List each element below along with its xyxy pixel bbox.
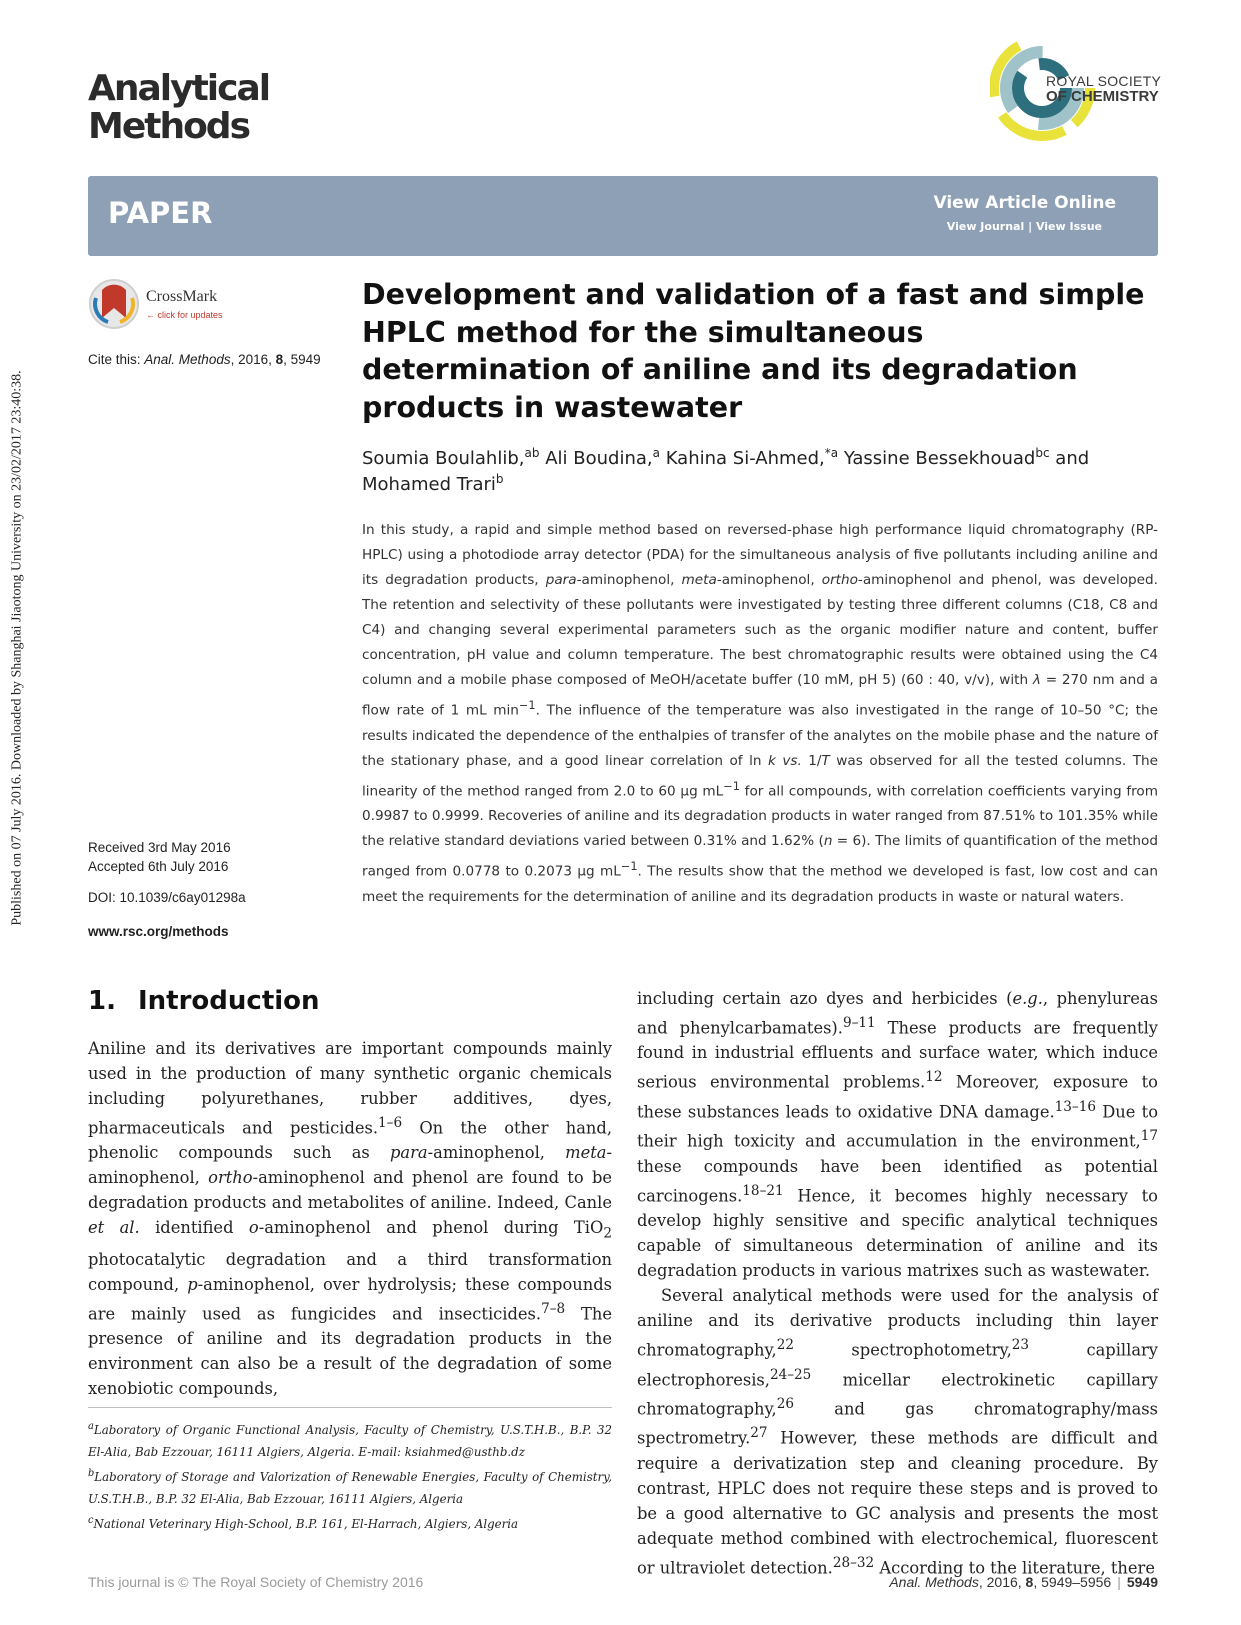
cite-volume: 8: [275, 352, 284, 367]
intro-paragraph-1: [88, 1036, 612, 1401]
crossmark-title: CrossMark: [146, 288, 218, 305]
intro-right-p1-segment: These products are frequently found in industrial effluents and surface water, which induce serious environmental problems.: [637, 1018, 1158, 1092]
author-name: Kahina Si-Ahmed,: [659, 448, 825, 469]
intro-right-p2-segment[interactable]: 22: [776, 1337, 794, 1354]
article-title: Development and validation of a fast and simple HPLC method for the simultaneous determination of aniline and its degradation products in wastewater: [362, 278, 1145, 424]
intro-right-column: [637, 986, 1158, 1580]
intro-right-p2-segment[interactable]: 24–25: [769, 1366, 812, 1383]
intro-left-segment: para: [389, 1143, 428, 1163]
intro-right-p2-segment: Several analytical methods were used for the analysis of aniline and its derivative products including thin layer chromatography,: [637, 1286, 1158, 1360]
intro-right-p1-segment[interactable]: 12: [925, 1069, 943, 1086]
accepted-date: Accepted 6th July 2016: [88, 859, 229, 874]
intro-left-segment: meta: [565, 1143, 607, 1163]
abstract-segment: was observed for all the tested columns. The linearity of the method ranged from 2.0 to 60 μg mL: [362, 752, 1158, 800]
intro-right-p2-segment: micellar electrokinetic capillary chromatography,: [637, 1369, 1158, 1419]
intro-left-segment: o: [248, 1218, 259, 1238]
footnote-item: [88, 1510, 612, 1535]
journal-name-line2: Methods: [88, 106, 250, 147]
abstract-segment: ortho: [821, 572, 858, 588]
intro-left-segment[interactable]: 7–8: [541, 1300, 566, 1317]
intro-right-p2-segment[interactable]: 28–32: [832, 1554, 875, 1571]
intro-right-p1-segment: including certain azo dyes and herbicides (: [637, 989, 1013, 1008]
crossmark-icon: [88, 278, 140, 330]
footer-year: , 2016,: [978, 1574, 1026, 1590]
footnote-text: Laboratory of Storage and Valorization of Renewable Energies, Faculty of Chemistry, U.S.T.H.B., B.P. 32 El-Alia, Bab Ezzouar, 16111 Algiers, Algeria: [88, 1469, 612, 1506]
intro-right-p2-segment[interactable]: 23: [1011, 1337, 1030, 1354]
footnote-text: National Veterinary High-School, B.P. 161, El-Harrach, Algiers, Algeria: [93, 1516, 519, 1531]
download-watermark: [8, 318, 28, 978]
view-journal-link[interactable]: View Journal: [946, 220, 1025, 233]
abstract-segment: -aminophenol and phenol, was developed. The retention and selectivity of these pollutants were investigated by testing three different columns (C18, C8 and C4) and changing several experimental parameters such as the organic modifier nature and content, buffer concentration, pH value and column temperature. The best chromatographic results were obtained using the C4 column and a mobile phase composed of MeOH/acetate buffer (10 mM, pH 5) (60 : 40, v/v), with: [362, 572, 1158, 688]
page-footer: [889, 1574, 1158, 1590]
footnote-mark: c: [88, 1514, 94, 1526]
cite-prefix: Cite this:: [88, 352, 145, 367]
author-name: Yassine Bessekhouad: [838, 448, 1036, 469]
view-links: [947, 220, 1102, 233]
author-affiliation-mark: b: [495, 472, 504, 486]
abstract-segment: = 6). The limits of quantification of the method ranged from 0.0778 to 0.2073 μg mL: [362, 833, 1158, 880]
intro-left-segment: -aminophenol and phenol are found to be degradation products and metabolites of aniline. Indeed, Canle: [88, 1168, 613, 1213]
intro-left-segment: The presence of aniline and its degradation products in the environment can also be a result of the degradation of some xenobiotic compounds,: [88, 1304, 613, 1399]
intro-right-p1-segment: , phenylureas and phenylcarbamates).: [637, 989, 1158, 1038]
crossmark-badge[interactable]: [88, 278, 298, 334]
author-name: Soumia Boulahlib,: [362, 448, 525, 469]
abstract-segment[interactable]: −1: [723, 778, 740, 793]
intro-left-segment: On the other hand, phenolic compounds such as: [88, 1118, 612, 1163]
journal-url-link[interactable]: www.rsc.org/methods: [88, 924, 229, 939]
intro-right-p1-segment: e.g.: [1012, 989, 1043, 1008]
footer-separator: |: [1117, 1574, 1121, 1590]
abstract-segment: k vs.: [767, 752, 802, 769]
footnote-item: [88, 1463, 612, 1510]
footer-pages: , 5949–5956: [1033, 1574, 1112, 1590]
intro-right-p1-segment: Hence, it becomes highly necessary to develop highly sensitive and specific analytical techniques capable of simultaneous determination of aniline and its degradation products in various matrixes such as wastewater.: [637, 1186, 1158, 1281]
intro-left-segment: p: [187, 1274, 198, 1294]
doi[interactable]: DOI: 10.1039/c6ay01298a: [88, 890, 246, 905]
intro-right-p1-segment[interactable]: 18–21: [742, 1182, 784, 1199]
citation: [88, 352, 321, 367]
cite-year: , 2016,: [230, 352, 276, 367]
journal-name-line1: Analytical: [88, 68, 270, 109]
intro-right-p1-segment: Moreover, exposure to these substances leads to oxidative DNA damage.: [637, 1072, 1158, 1122]
article-type-banner: [88, 176, 1158, 256]
author-list: [362, 446, 1132, 498]
intro-right-p1-segment[interactable]: 9–11: [842, 1015, 876, 1031]
footnote-item: [88, 1416, 612, 1463]
rsc-wordmark-line2: OF CHEMISTRY: [1046, 88, 1159, 105]
abstract-segment: -aminophenol,: [576, 572, 682, 588]
abstract-segment: n: [823, 833, 833, 850]
intro-left-segment: Aniline and its derivatives are important compounds mainly used in the production of many synthetic organic chemicals including polyurethanes, rubber additives, dyes, pharmaceuticals and pesticides.: [88, 1039, 612, 1138]
intro-right-p2-segment: spectrophotometry,: [794, 1340, 1012, 1360]
abstract-segment: In this study, a rapid and simple method based on reversed-phase high performance liquid chromatography (RP-HPLC) using a photodiode array detector (PDA) for the simultaneous analysis of five pollutants including aniline and its degradation products,: [362, 522, 1158, 588]
author-name: and Mohamed Trari: [362, 448, 1090, 495]
abstract-segment: λ: [1032, 672, 1041, 688]
abstract-segment: . The influence of the temperature was also investigated in the range of 10–50 °C; the results indicated the dependence of the enthalpies of transfer of the analytes on the mobile phase and the nature of the stationary phase, and a good linear correlation of ln: [362, 702, 1158, 769]
abstract-segment: 1/: [801, 752, 822, 769]
copyright-footer: This journal is © The Royal Society of Chemistry 2016: [88, 1574, 424, 1590]
article-dates: [88, 838, 231, 876]
intro-right-p2-segment[interactable]: 27: [750, 1425, 768, 1442]
intro-left-segment: identified: [139, 1218, 249, 1238]
intro-left-segment: ortho: [208, 1168, 253, 1188]
author-name: Ali Boudina,: [539, 448, 653, 469]
view-links-separator: |: [1028, 220, 1033, 233]
intro-right-p2-segment: However, these methods are difficult and require a derivatization step and cleaning procedure. By contrast, HPLC does not require these steps and is proved to be a good alternative to GC analysis and presents the most adequate method combined with electrochemical, fluorescent or ultraviolet detection.: [637, 1428, 1158, 1578]
intro-right-p2-segment: and gas chromatography/mass spectrometry.: [637, 1399, 1158, 1448]
abstract-segment: meta: [681, 572, 717, 588]
author-affiliation-mark: ab: [524, 446, 540, 460]
rsc-wordmark-line1: ROYAL SOCIETY: [1046, 73, 1162, 89]
intro-left-segment[interactable]: 1–6: [378, 1115, 403, 1131]
intro-left-column: [88, 1036, 612, 1401]
abstract-segment: = 270 nm and a flow rate of 1 mL min: [362, 672, 1158, 719]
intro-left-segment: photocatalytic degradation and a third transformation compound,: [88, 1249, 612, 1294]
section-title: Introduction: [138, 986, 320, 1016]
abstract-segment[interactable]: −1: [620, 859, 638, 874]
section-heading-introduction: [88, 986, 320, 1016]
article-type-label: PAPER: [108, 196, 213, 230]
journal-logo: [88, 70, 269, 146]
abstract-segment: . The results show that the method we developed is fast, low cost and can meet the requirements for the determination of aniline and its degradation products in waste or natural waters.: [362, 863, 1158, 905]
intro-left-segment: -aminophenol,: [427, 1143, 566, 1163]
download-watermark-text: Published on 07 July 2016. Downloaded by Shanghai Jiaotong University on 23/02/2017 23:40:38.: [10, 370, 25, 926]
author-affiliation-mark: bc: [1035, 446, 1050, 460]
abstract-segment: -aminophenol,: [716, 572, 822, 588]
affiliation-footnotes: [88, 1416, 612, 1535]
intro-paragraph-1-continued: [637, 986, 1158, 1283]
view-article-online-link[interactable]: View Article Online: [933, 193, 1116, 213]
intro-right-p1-segment[interactable]: 13–16: [1054, 1098, 1097, 1115]
footnote-text: Laboratory of Organic Functional Analysis, Faculty of Chemistry, U.S.T.H.B., B.P. 32 El-Alia, Bab Ezzouar, 16111 Algiers, Algeria. E-mail: ksiahmed@usthb.dz: [88, 1422, 612, 1459]
intro-paragraph-2: [637, 1283, 1158, 1580]
intro-left-segment: et al.: [88, 1218, 140, 1238]
author-affiliation-mark: a: [652, 446, 660, 460]
rsc-wordmark: [1046, 74, 1161, 104]
abstract-segment: for all compounds, with correlation coefficients varying from 0.9987 to 0.9999. Recoveries of aniline and its degradation products in water ranged from 87.51% to 101.35% while the relative standard deviations varied between 0.31% and 1.62% (: [362, 783, 1158, 850]
cite-journal: Anal. Methods: [144, 352, 231, 367]
cite-page: , 5949: [283, 352, 321, 367]
intro-right-p2-segment: capillary electrophoresis,: [637, 1340, 1159, 1389]
intro-right-p2-segment[interactable]: 26: [776, 1395, 794, 1412]
intro-left-segment: 2: [603, 1225, 612, 1242]
abstract-segment[interactable]: −1: [518, 698, 536, 712]
abstract-segment: para: [545, 572, 577, 588]
footnote-mark: a: [88, 1421, 94, 1432]
crossmark-subtitle: ← click for updates: [146, 310, 223, 320]
footnote-divider: [88, 1407, 612, 1408]
intro-left-segment: -aminophenol, over hydrolysis; these compounds are mainly used as fungicides and insecticides.: [88, 1274, 612, 1324]
author-affiliation-mark: *a: [824, 446, 839, 460]
footer-journal: Anal. Methods: [889, 1574, 979, 1590]
page-number: 5949: [1126, 1574, 1158, 1590]
view-issue-link[interactable]: View Issue: [1035, 220, 1102, 233]
received-date: Received 3rd May 2016: [88, 840, 231, 855]
abstract: [362, 518, 1158, 910]
footer-volume: 8: [1025, 1574, 1034, 1590]
abstract-segment: T: [821, 752, 830, 769]
footnote-mark: b: [88, 1467, 95, 1479]
intro-right-p1-segment[interactable]: 17: [1140, 1128, 1158, 1145]
crossmark-subtitle-text: click for updates: [157, 310, 223, 320]
section-number: 1.: [88, 986, 116, 1016]
intro-right-p2-segment: According to the literature, there: [874, 1558, 1155, 1578]
intro-right-p1-segment: Due to their high toxicity and accumulation in the environment,: [637, 1102, 1158, 1151]
intro-right-p1-segment: these compounds have been identified as potential carcinogens.: [637, 1156, 1158, 1206]
intro-left-segment: -aminophenol and phenol during TiO: [258, 1218, 604, 1238]
intro-left-segment: -aminophenol,: [88, 1143, 613, 1188]
